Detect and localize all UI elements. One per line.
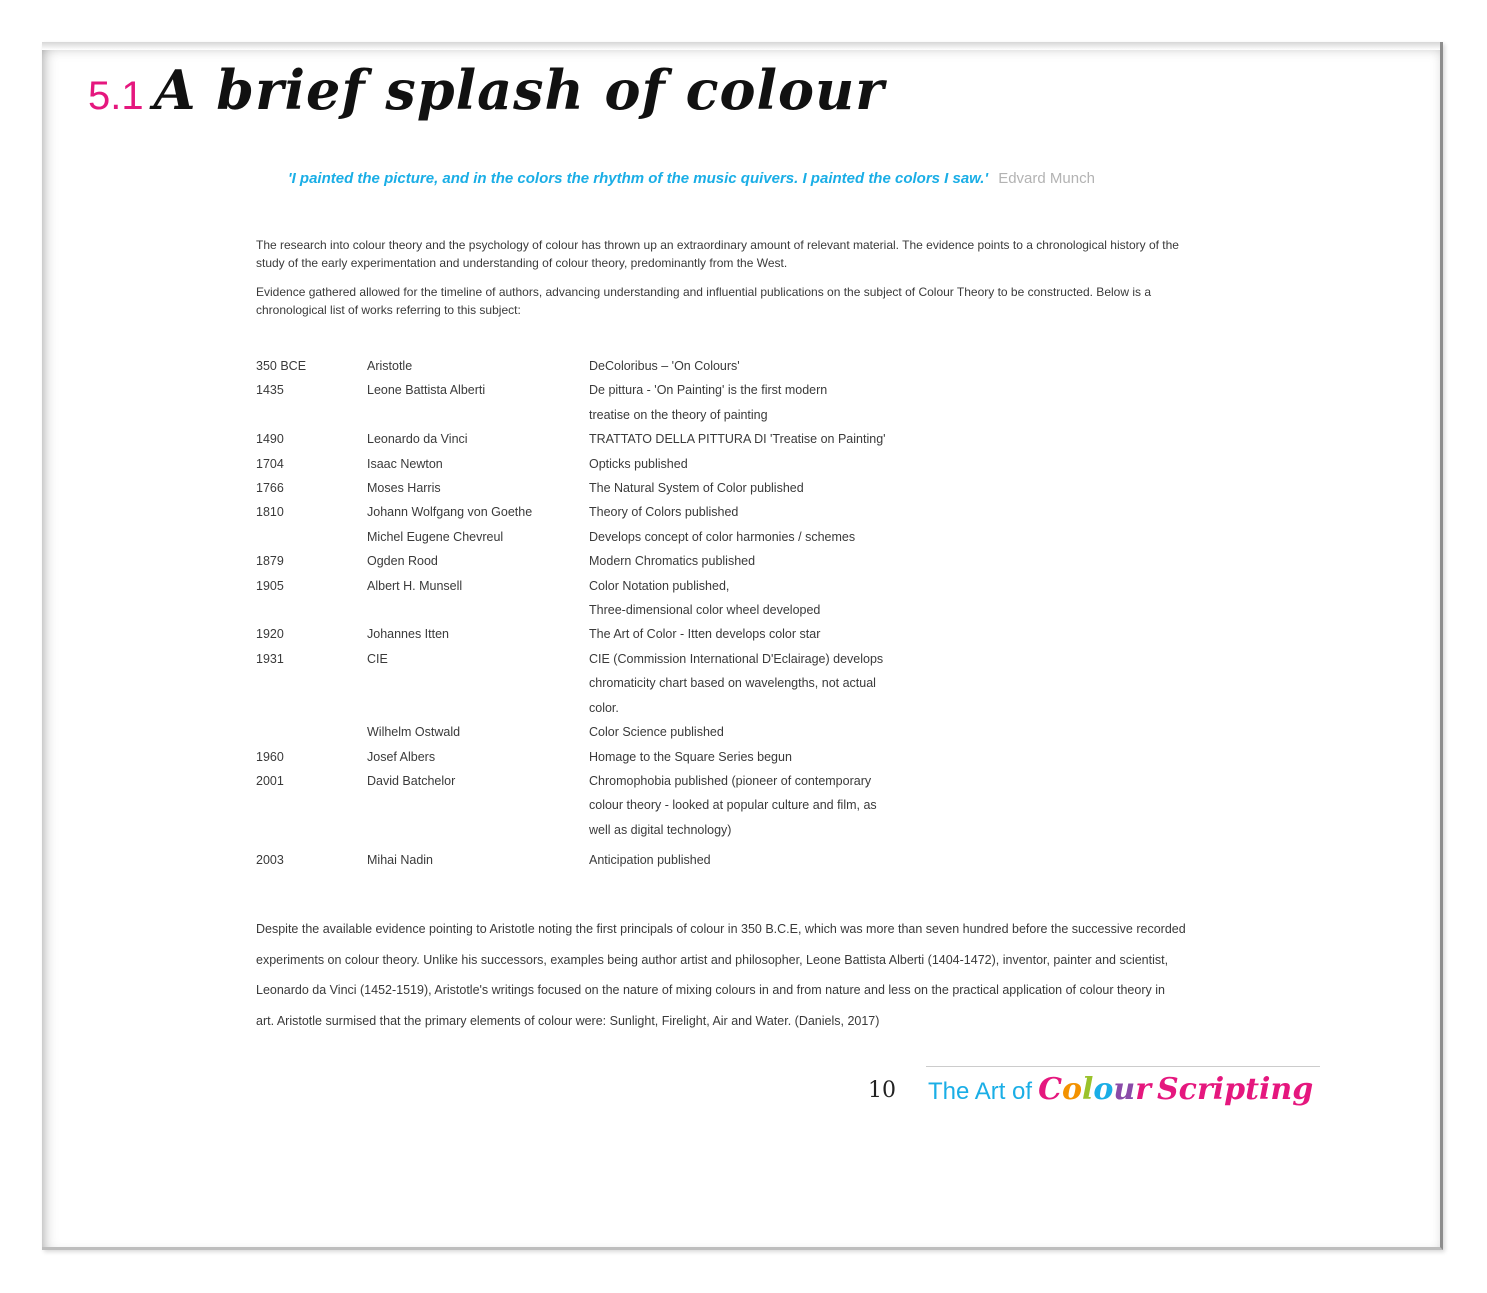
intro-section	[256, 236, 1186, 330]
timeline-work: Color Science published	[589, 725, 724, 740]
timeline-work: The Natural System of Color published	[589, 481, 804, 496]
intro-paragraph-2: Evidence gathered allowed for the timeline of authors, advancing understanding and influential publications on the subject of Colour Theory to be constructed. Below is a chronological list of works referring to this subject:	[256, 285, 1152, 317]
timeline-year	[256, 403, 367, 427]
timeline-row	[256, 818, 976, 842]
timeline-author: Moses Harris	[367, 481, 441, 496]
timeline-author: CIE	[367, 651, 388, 666]
page-number: 10	[868, 1078, 896, 1103]
timeline-work: TRATTATO DELLA PITTURA DI 'Treatise on Painting'	[589, 432, 886, 447]
timeline-author: Isaac Newton	[367, 456, 443, 471]
timeline-author: David Batchelor	[367, 773, 456, 788]
timeline-year	[256, 671, 367, 695]
timeline-work: Theory of Colors published	[589, 505, 739, 520]
timeline-year: 1490	[256, 432, 284, 447]
timeline-row	[256, 696, 976, 720]
timeline-author	[367, 403, 589, 427]
section-number: 5.1	[88, 74, 144, 118]
timeline-year: 1931	[256, 651, 284, 666]
timeline-work: Color Notation published,	[589, 578, 730, 593]
timeline-work: treatise on the theory of painting	[589, 407, 768, 422]
timeline-author: Albert H. Munsell	[367, 578, 463, 593]
timeline-author	[367, 818, 589, 842]
timeline-row	[256, 500, 976, 524]
timeline-row	[256, 720, 976, 744]
timeline-work: CIE (Commission International D'Eclairage) develops	[589, 651, 884, 666]
timeline-row	[256, 525, 976, 549]
timeline-year	[256, 793, 367, 817]
timeline-author	[367, 671, 589, 695]
timeline-work: The Art of Color - Itten develops color star	[589, 627, 821, 642]
timeline-row	[256, 378, 976, 402]
quote-author: Edvard Munch	[998, 170, 1095, 187]
timeline-year: 1879	[256, 554, 284, 569]
timeline-year: 1810	[256, 505, 284, 520]
timeline-author: Michel Eugene Chevreul	[367, 529, 504, 544]
timeline-row	[256, 598, 976, 622]
timeline-row	[256, 574, 976, 598]
footer-divider	[926, 1066, 1320, 1067]
timeline-year: 1920	[256, 627, 284, 642]
timeline-row	[256, 403, 976, 427]
body-paragraph: Despite the available evidence pointing to Aristotle noting the first principals of colour in 350 B.C.E, which was more than seven hundred before the successive recorded experiments on colour theory. Unlike his successors, examples being author artist and philosopher, Leone Battista Alberti (1404-1472), inventor, painter and scientist, Leonardo da Vinci (1452-1519), Aristotle's writings focused on the nature of mixing colours in and from nature and less on the practical application of colour theory in art. Aristotle surmised that the primary elements of colour were: Sunlight, Firelight, Air and Water. (Daniels, 2017)	[256, 922, 1186, 1028]
timeline-year: 1905	[256, 578, 284, 593]
timeline-author: Josef Albers	[367, 749, 436, 764]
timeline-author	[367, 696, 589, 720]
timeline-row	[256, 452, 976, 476]
timeline-author: Leonardo da Vinci	[367, 432, 468, 447]
timeline-row	[256, 476, 976, 500]
timeline-year: 1435	[256, 383, 284, 398]
timeline-table	[256, 354, 976, 873]
timeline-author: Ogden Rood	[367, 554, 438, 569]
timeline-year	[256, 720, 367, 744]
timeline-work: Three-dimensional color wheel developed	[589, 603, 821, 618]
timeline-year	[256, 598, 367, 622]
timeline-work: Modern Chromatics published	[589, 554, 756, 569]
timeline-work: color.	[589, 700, 619, 715]
brand-prefix: The Art of	[928, 1078, 1033, 1105]
timeline-year	[256, 696, 367, 720]
timeline-row	[256, 647, 976, 671]
timeline-year: 2001	[256, 773, 284, 788]
timeline-row	[256, 769, 976, 793]
brand-logo	[928, 1072, 1313, 1107]
timeline-work: Anticipation published	[589, 853, 711, 868]
epigraph-quote	[288, 170, 1288, 187]
timeline-year: 2003	[256, 853, 284, 868]
quote-text: 'I painted the picture, and in the colors the rhythm of the music quivers. I painted the colors I saw.'	[288, 170, 989, 187]
timeline-row	[256, 848, 976, 872]
timeline-row	[256, 745, 976, 769]
timeline-work: chromaticity chart based on wavelengths, not actual	[589, 676, 876, 691]
timeline-work: well as digital technology)	[589, 822, 732, 837]
timeline-work: Chromophobia published (pioneer of contemporary	[589, 773, 872, 788]
timeline-year: 1766	[256, 481, 284, 496]
timeline-work: Homage to the Square Series begun	[589, 749, 792, 764]
section-heading	[88, 58, 885, 148]
timeline-author: Leone Battista Alberti	[367, 383, 486, 398]
timeline-year: 1704	[256, 456, 284, 471]
section-title: A brief splash of colour	[153, 58, 885, 122]
timeline-author: Johann Wolfgang von Goethe	[367, 505, 533, 520]
timeline-work: colour theory - looked at popular culture and film, as	[589, 798, 877, 813]
timeline-row	[256, 427, 976, 451]
intro-paragraph-1: The research into colour theory and the psychology of colour has thrown up an extraordinary amount of relevant material. The evidence points to a chronological history of the study of the early experimentation and understanding of colour theory, predominantly from the West.	[256, 238, 1179, 270]
timeline-row	[256, 793, 976, 817]
timeline-work: Opticks published	[589, 456, 688, 471]
brand-colour-word: Colour	[1038, 1072, 1152, 1107]
timeline-author: Aristotle	[367, 359, 413, 373]
timeline-year: 350 BCE	[256, 359, 307, 373]
timeline-author: Wilhelm Ostwald	[367, 725, 461, 740]
timeline-work: DeColoribus – 'On Colours'	[589, 359, 740, 373]
timeline-year: 1960	[256, 749, 284, 764]
timeline-row	[256, 354, 976, 378]
timeline-author	[367, 598, 589, 622]
timeline-work: Develops concept of color harmonies / schemes	[589, 529, 856, 544]
timeline-row	[256, 549, 976, 573]
timeline-row	[256, 671, 976, 695]
timeline-row	[256, 622, 976, 646]
brand-script-word: Scripting	[1157, 1072, 1314, 1107]
timeline-year	[256, 525, 367, 549]
timeline-author	[367, 793, 589, 817]
timeline-author: Johannes Itten	[367, 627, 450, 642]
timeline-year	[256, 818, 367, 842]
timeline-work: De pittura - 'On Painting' is the first modern	[589, 383, 828, 398]
timeline-author: Mihai Nadin	[367, 853, 434, 868]
